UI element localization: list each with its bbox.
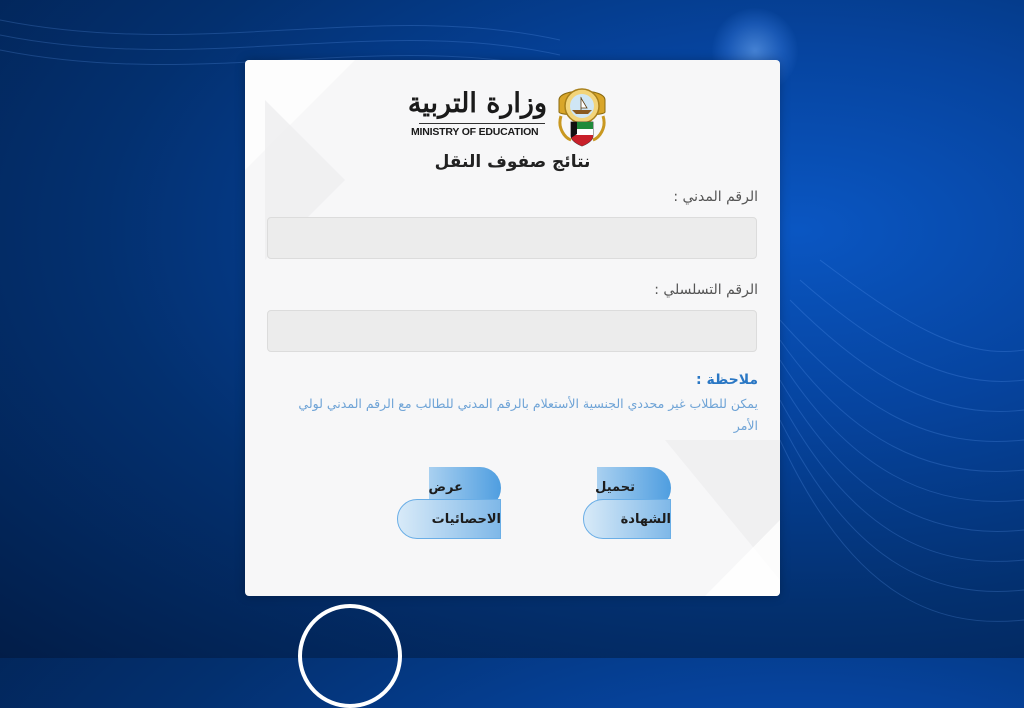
serial-number-input[interactable] [267,310,757,352]
note-title: ملاحظة : [696,372,758,388]
stats-button-label-2: الاحصائيات [431,512,501,527]
kuwait-emblem-icon [553,82,611,148]
download-button-label-2: الشهادة [620,512,671,527]
civil-id-label: الرقم المدني : [673,189,758,205]
view-statistics-button[interactable] [397,467,503,539]
note-text: يمكن للطلاب غير محددي الجنسية الأستعلام بالرقم المدني للطالب مع الرقم المدني لولي الأمر [298,396,758,433]
download-button-label-1: تحميل [595,480,635,495]
page-title: نتائج صفوف النقل [434,152,591,172]
download-certificate-button[interactable] [583,467,673,539]
logo-divider [419,123,545,124]
stats-button-label-1: عرض [428,480,463,495]
ministry-logo [409,82,619,148]
results-card [245,60,780,596]
decorative-ring [298,604,402,708]
serial-number-label: الرقم التسلسلي : [654,282,758,298]
logo-english-text: MINISTRY OF EDUCATION [411,126,539,138]
civil-id-input[interactable] [267,217,757,259]
logo-arabic-text: وزارة التربية [407,88,547,119]
